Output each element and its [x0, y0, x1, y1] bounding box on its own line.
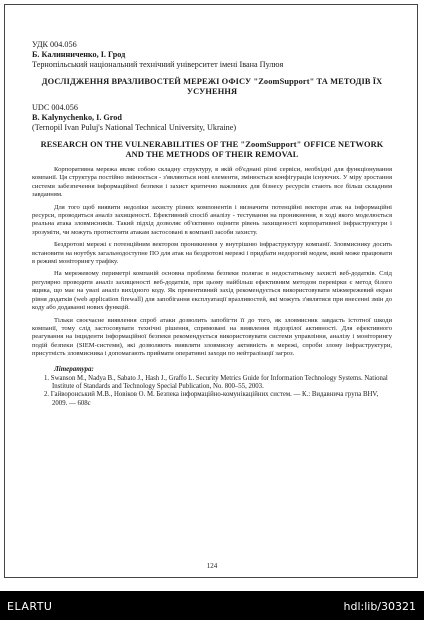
title-ua: ДОСЛІДЖЕННЯ ВРАЗЛИВОСТЕЙ МЕРЕЖІ ОФІСУ "ZoomSupport" ТА МЕТОДІВ ЇХ УСУНЕННЯ	[41, 77, 383, 96]
paragraph: Тільки своєчасне виявлення спроб атаки дозволить запобігти її до того, як зловмисник завдасть істотної шкоди компанії, тому слід застосовувати технічні рішення, спрямовані на виявлення підозрілої активності. Для ефективного реагування на інциденти інформаційної безпеки рекомендується використовувати системи управління, аналізу і моніторингу подій безпеки (SIEM-системи), які дозволяють виявляти зловмисну активність в мережі, спроби злому інфраструктури, присутність зловмисника і допомагають приймати оперативні заходи по нейтралізації загроз.	[32, 316, 392, 358]
references	[32, 365, 392, 409]
udc-en: UDC 004.056	[32, 103, 78, 112]
reference-item: 1. Swanson M., Nadya B., Sabato J., Hash J., Graffo L. Security Metrics Guide for Information Technology Systems. National Institute of Standards and Technology Special Publication, No. 800–55, 2003.	[44, 374, 388, 390]
paragraph: На мережевому периметрі компаній основна проблема безпеки полягає в недостатньому захисті веб-додатків. Слід регулярно проводити аналіз захищеності веб-додатків, при цьому найбільш ефективним методом перевірки є метод білого ящика, що має на увазі аналіз вихідного коду. Як превентивний захід рекомендується використовувати міжмережевий екран рівня додатків (web application firewall) для запобігання експлуатації вразливостей, які можуть з'являтися при внесенні змін до коду або додаванні нових функцій.	[32, 270, 392, 312]
page-number: 124	[206, 562, 218, 570]
paragraph: Бездротові мережі є потенційним вектором проникнення у внутрішню інфраструктуру компанії. Зловмиснику досить встановити на ноутбук загальнодоступне ПО для атак на бездротові мережі і придбати недорогий модем, який може працювати в режимі моніторингу трафіку.	[32, 241, 392, 266]
footer-bar	[0, 591, 424, 620]
affiliation-ua: Тернопільський національний технічний університет імені Івана Пулюя	[32, 60, 284, 69]
affiliation-en: (Ternopil Ivan Puluj's National Technical University, Ukraine)	[32, 123, 237, 132]
handle-identifier: hdl:lib/30321	[343, 600, 416, 613]
authors-ua: Б. Калинниченко, І. Грод	[32, 50, 126, 59]
paragraph: Для того щоб виявити недоліки захисту різних компонентів і визначити потенційні вектори атак на інформаційні ресурси, проводиться аналіз захищеності. Ефективний спосіб аналізу - тестування на проникнення, в ході якого моделюється реальна атака зловмисників. Такий підхід дозволяє об'єктивно оцінити рівень захищеності корпоративної інфраструктури і зрозуміти, чи можуть протистояти атакам застосовані в компанії засоби захисту.	[32, 203, 392, 236]
title-en: RESEARCH ON THE VULNERABILITIES OF THE "ZoomSupport" OFFICE NETWORK AND THE METHODS OF THEIR REMOVAL	[40, 140, 384, 159]
article-content	[32, 40, 392, 408]
reference-item: 2. Гайворонський М.В., Новіков О. М. Безпека інформаційно-комунікаційних систем. — К.: Видавнича група BHV, 2009. — 608с	[44, 391, 379, 407]
article-body	[32, 166, 392, 359]
authors-en: B. Kalynychenko, I. Grod	[32, 113, 122, 122]
references-title: Література:	[54, 364, 94, 373]
paragraph: Корпоративна мережа являє собою складну структуру, в якій об'єднані різні сервіси, необхідні для функціонування компанії. Ця структура постійно змінюється - з'являються нові елементи, змінюється конфігурація існуючих. У міру зростання системи забезпечення інформаційної безпеки і захист критично важливих для бізнесу ресурсів стають все більш складним завданням.	[32, 166, 392, 199]
udc-ua: УДК 004.056	[32, 40, 77, 49]
repository-name: ELARTU	[7, 600, 53, 613]
